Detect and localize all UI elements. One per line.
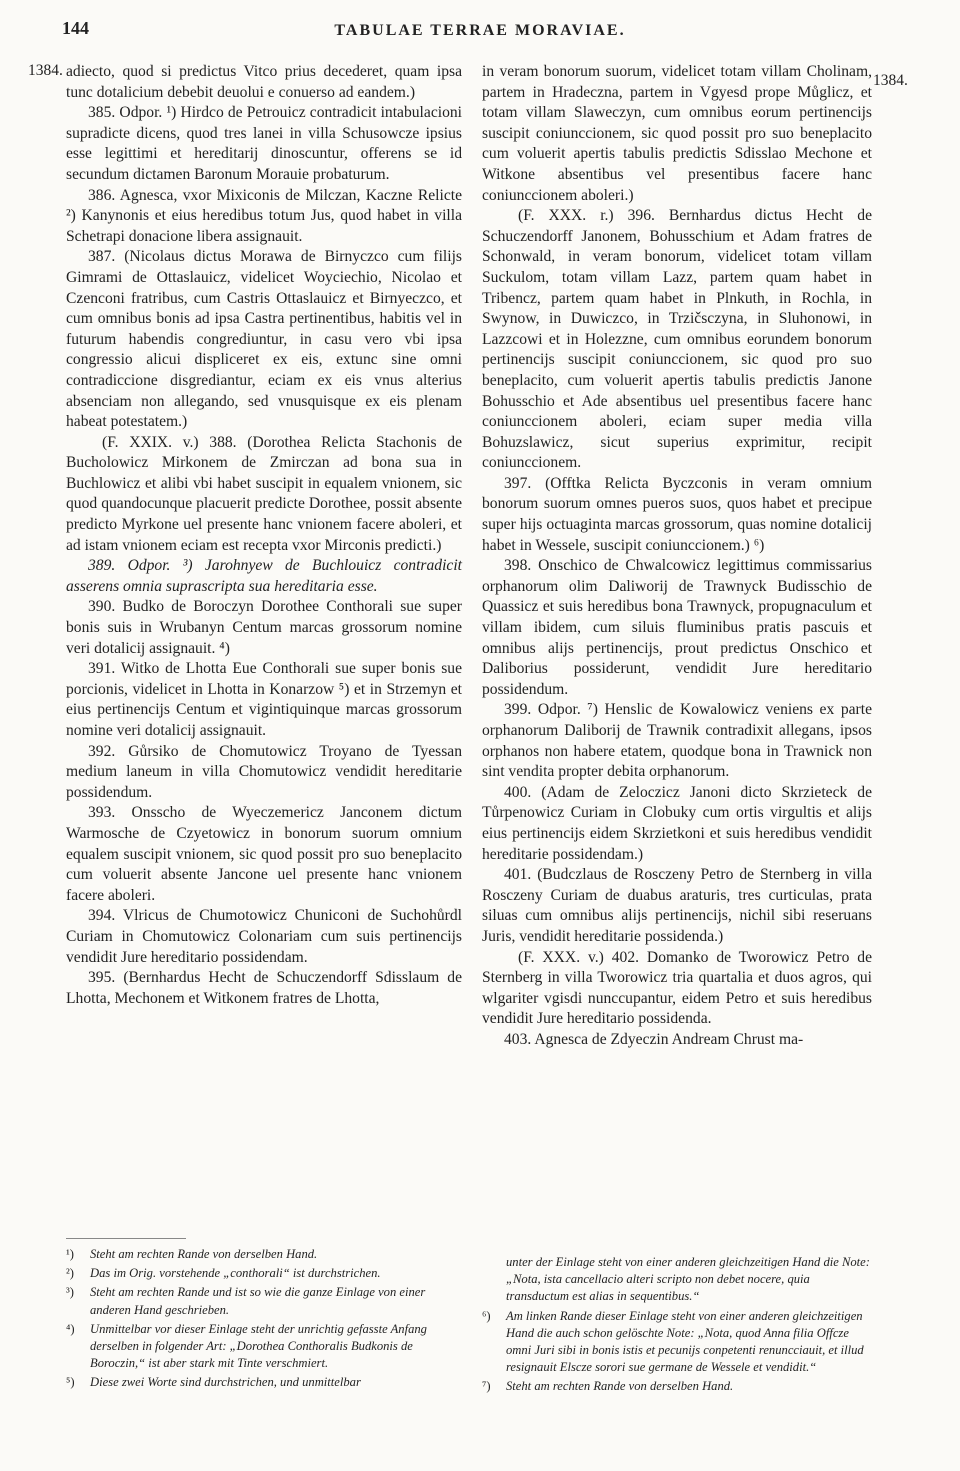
left-column: [66, 62, 462, 1009]
entry-paragraph: in veram bonorum suorum, videlicet totam villam Cholinam, partem in Hradeczna, partem in Vgyesd prope Můglicz, et totam villam Slaweczyn, cum omnibus eorum pertinencijs suscipit coniunccionem, sic quod possit pro suo beneplacito cum voluerit apertis tabulis predictis Sdisslao Mechone et Witkone absentibus vel presentibus facere hanc coniunccionem aboleri.): [482, 63, 872, 204]
footnote-continuation: unter der Einlage steht von einer anderen gleichzeitigen Hand die Note: „Nota, ista cancellacio alteri scripto non debet nocere, quia transductum est alias in sequentibus.“: [506, 1255, 870, 1304]
entry-paragraph: 394. Vlricus de Chumotowicz Chuniconi de Suchohůrdl Curiam in Chomutowicz Colonariam cum suis pertinencijs vendidit Jure hereditario possidendam.: [66, 907, 462, 966]
footnote-mark: ⁷): [482, 1379, 491, 1394]
entry-paragraph: 393. Onsscho de Wyeczemericz Janconem dictum Warmosche de Czyetowicz in bonorum suorum omnium equalem suscipit vnionem, sic quod possit pro suo beneplacito cum voluerit absente Jancone uel presente hanc vnionem facere aboleri.: [66, 804, 462, 904]
entry-paragraph: (F. XXX. v.) 402. Domanko de Tworowicz Petro de Sternberg in villa Tworowicz tria quartalia et duos agros, qui wlgariter vgisdi nunccupantur, eidem Petro et suis heredibus vendidit Jure hereditario possidenda.: [482, 948, 872, 1028]
footnote: [482, 1378, 872, 1395]
entry-paragraph: 397. (Offtka Relicta Byczconis in veram omnium bonorum suorum omnes pueros suos, quos habet et precipue super hijs octuaginta marcas grossorum, quas nomine dotalicij habet in Wessele, suscipit coniunccionem.) ⁶): [482, 474, 872, 554]
right-column: [482, 62, 872, 1051]
entry-paragraph: 391. Witko de Lhotta Eue Conthorali sue super bonis sue porcionis, videlicet in Lhotta in Konarzow ⁵) et in Strzemyn et eius pertinencijs Centum et vigintiquinque marcas grossorum nomine veri dotalicij assignauit.: [66, 660, 462, 739]
entry-paragraph: 401. (Budczlaus de Rosczeny Petro de Sternberg in villa Rosczeny Curiam de duabus araturis, tres curticulas, prata siluas cum omnibus alijs pertinencijs, nichil sibi reseruans Juris, vendidit hereditarie possidenda.): [482, 866, 872, 945]
footnotes-left: [66, 1246, 456, 1394]
footnote-mark: ⁵): [66, 1375, 75, 1390]
footnote-text: Diese zwei Worte sind durchstrichen, und unmittelbar: [90, 1375, 361, 1390]
footnote-mark: ³): [66, 1285, 74, 1300]
entry-paragraph: 395. (Bernhardus Hecht de Schuczendorff Sdisslaum de Lhotta, Mechonem et Witkonem fratres de Lhotta,: [66, 969, 462, 1007]
margin-year-left: 1384.: [28, 62, 63, 79]
footnote-mark: ⁴): [66, 1321, 75, 1336]
footnote-text: Steht am rechten Rande von derselben Hand.: [90, 1247, 318, 1261]
footnote: [66, 1374, 456, 1391]
footnote-text: Steht am rechten Rande und ist so wie die ganze Einlage von einer anderen Hand geschrieben.: [90, 1285, 426, 1317]
footnote: [66, 1265, 456, 1282]
footnote-mark: ⁶): [482, 1308, 491, 1323]
entry-paragraph: 390. Budko de Boroczyn Dorothee Conthorali sue super bonis suis in Wrubanyn Centum marcas grossorum nomine veri dotalicij assignauit. ⁴): [66, 598, 462, 657]
entry-paragraph: adiecto, quod si predictus Vitco prius decederet, quam ipsa tunc dotalicium debebit deuolui e conuerso ad eandem.): [66, 63, 462, 101]
footnotes-right: [482, 1254, 872, 1398]
footnote-divider: [66, 1238, 186, 1239]
entry-paragraph: 385. Odpor. ¹) Hirdco de Petrouicz contradicit intabulacioni supradicte dicens, quod tres lanei in villa Schusowcze ipsius esse legittimi et hereditarij dinoscuntur, offerens se id secundum dictamen Baronum Morauie probaturum.: [66, 104, 462, 183]
footnote-mark: ¹): [66, 1247, 74, 1261]
entry-paragraph: 399. Odpor. ⁷) Henslic de Kowalowicz veniens ex parte orphanorum Daliborij de Trawnik contradixit allegans, ipsos orphanos non habere etatem, quodque bona in Trawnick non sint vendita propter debita orphanorum.: [482, 701, 872, 781]
footnote-text: Das im Orig. vorstehende „conthorali“ ist durchstrichen.: [90, 1266, 381, 1281]
entry-paragraph: 386. Agnesca, vxor Mixiconis de Milczan, Kaczne Relicte ²) Kanynonis et eius heredibus totum Jus, quod habet in villa Schetrapi donacione libera assignauit.: [66, 186, 462, 245]
entry-paragraph: 400. (Adam de Zeloczicz Janoni dicto Skrzieteck de Tůrpenowicz Curiam in Clobuky cum ortis virgultis et alijs eius pertinencijs eidem Skrzietkoni et suis heredibus vendidit hereditarie possidendam.): [482, 783, 872, 863]
entry-paragraph: (F. XXX. r.) 396. Bernhardus dictus Hecht de Schuczendorff Janonem, Bohusschium et Adam fratres de Schonwald, in veram bonorum, videlicet totam villam Suckulom, totam villam Lazz, partem quam habet in Tribencz, partem quam habet in Plnkuth, in Rochla, in Swynow, in Duwiczco, in Trzičsczyna, in Sluhonowi, in Lazzcowi et in Holezzne, cum omnibus eorundem bonorum pertinencijs suscipit coniunccionem, sic quod pro suo beneplacito, cum voluerit apertis tabulis predictis Janone Bohusschio et Ade absentibus uel presentibus facere hanc coniunccionem aboleri, eciam super media villa Bohuzslawicz, sicut superius exprimitur, recipit coniunccionem.: [482, 207, 872, 472]
running-header: [0, 18, 960, 48]
footnote-mark: ²): [66, 1266, 74, 1281]
footnote: [482, 1308, 872, 1377]
entry-paragraph: 392. Gůrsiko de Chomutowicz Troyano de Tyessan medium laneum in villa Chomutowicz vendidit hereditarie possidendum.: [66, 742, 462, 801]
entry-paragraph: (F. XXIX. v.) 388. (Dorothea Relicta Stachonis de Bucholowicz Mirkonem de Zmirczan ad bona sua in Buchlowicz et alibi vbi habet suscipit in equalem vnionem, sic quod quandocunque placuerit predicte Dorothee, possit absente predicto Myrkone uel presente hanc vnionem facere aboleri, et ad istam vnionem eciam est recepta vxor Mirconis predicti.): [66, 433, 462, 554]
entry-paragraph: 398. Onschico de Chwalcowicz legittimus commissarius orphanorum olim Daliworij de Trawnyck Budisschio de Quassicz et suis heredibus bona Trawnyck, propugnaculum et villam ibidem, cum siluis fluminibus pratis pascuis et omnibus alijs pertinencijs, prout predictus Onschico et Daliborius possiderunt, vendidit Jure hereditario possidendum.: [482, 557, 872, 698]
footnote-text: Unmittelbar vor dieser Einlage steht der unrichtig gefasste Anfang derselben in folgender Art: „Dorothea Conthoralis Budkonis de Boroczin,“ ist aber stark mit Tinte verschmiert.: [90, 1321, 427, 1371]
margin-year-right: 1384.: [873, 72, 908, 89]
footnote: [66, 1284, 456, 1318]
footnote: [66, 1246, 456, 1263]
page-number: 144: [62, 18, 89, 38]
running-title: TABULAE TERRAE MORAVIAE.: [334, 22, 626, 39]
entry-paragraph: 403. Agnesca de Zdyeczin Andream Chrust ma-: [504, 1030, 804, 1048]
footnote: [66, 1321, 456, 1373]
entry-paragraph: 389. Odpor. ³) Jarohnyew de Buchlouicz contradicit asserens omnia suprascripta sua hereditaria esse.: [66, 557, 462, 595]
footnote-text: Am linken Rande dieser Einlage steht von einer anderen gleichzeitigen Hand die auch schon gelöschte Note: „Nota, quod Anna filia Offcze omni Juri sibi in bonis istis et pecunijs conpetenti renuncciauit, et illud resignauit Elscze sorori sue germane de Wessele et vendidit.“: [506, 1308, 864, 1375]
entry-paragraph: 387. (Nicolaus dictus Morawa de Birnyczco cum filijs Gimrami de Ottaslauicz, videlicet Woyciechio, Nicolao et Czenconi fratribus, cum Castris Ottaslauicz et Birnyeczco, et cum omnibus bonis ad ipsa Castra pertinentibus, habitis vel in futurum habendis congrediuntur, in casu vero vbi ipsa congressio alicui displiceret ex eis, extunc sine omni contradiccione disgrediantur, eciam ex eis vnus alterius absenciam non allegando, sed vnusquisque ex eis plenam habeat potestatem.): [66, 248, 462, 431]
footnote-text: Steht am rechten Rande von derselben Hand.: [506, 1379, 734, 1394]
